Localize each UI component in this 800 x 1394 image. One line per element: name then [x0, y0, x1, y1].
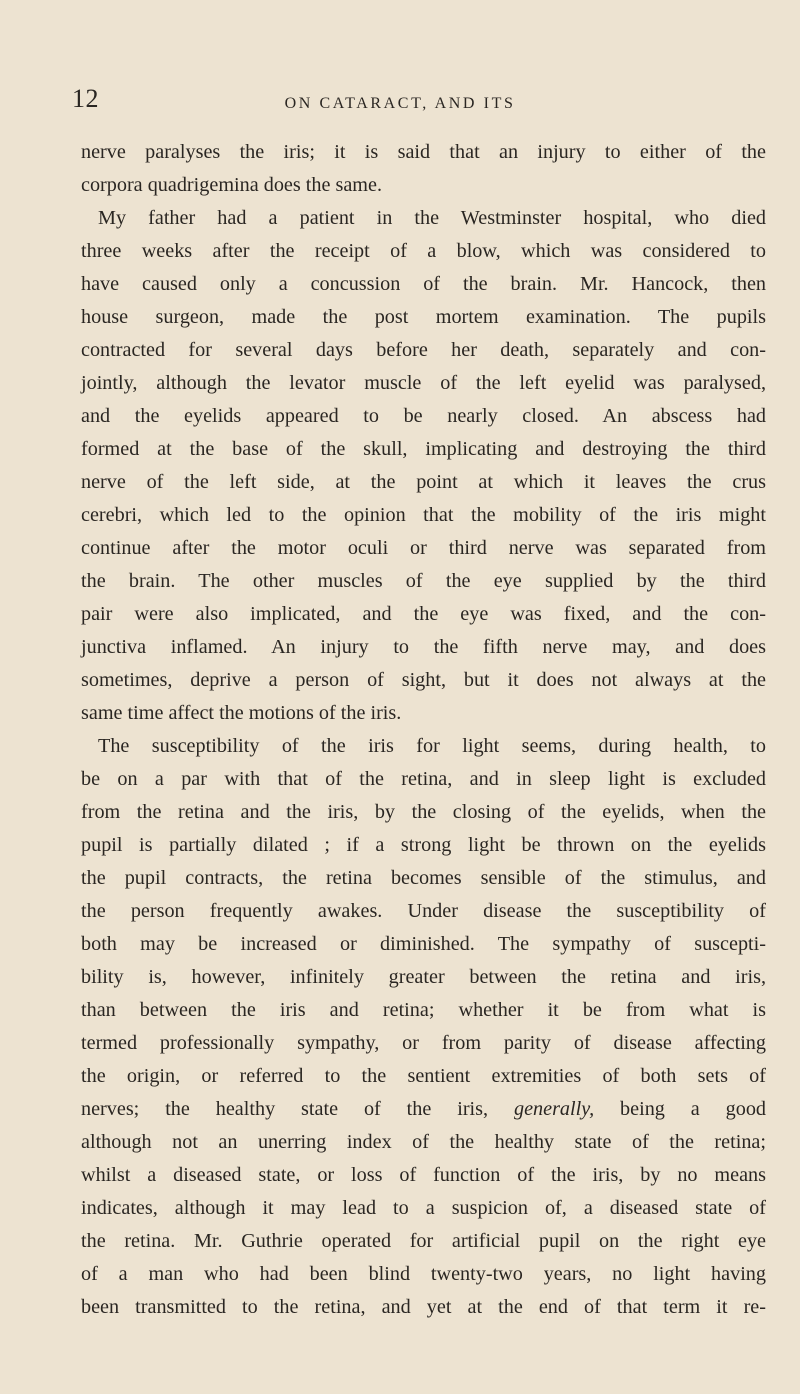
text-line: have caused only a concussion of the brain. Mr. Hancock, then [81, 273, 766, 295]
text-line: termed professionally sympathy, or from parity of disease affecting [81, 1032, 766, 1054]
text-line: than between the iris and retina; whether it be from what is [81, 999, 766, 1021]
emphasized-word: generally, [513, 1098, 595, 1120]
text-line: pupil is partially dilated ; if a strong light be thrown on the eyelids [81, 834, 766, 856]
running-head: ON CATARACT, AND ITS [284, 95, 516, 112]
text-line: whilst a diseased state, or loss of function of the iris, by no means [81, 1164, 766, 1186]
text-line: indicates, although it may lead to a suspicion of, a diseased state of [81, 1197, 766, 1219]
text-line: The susceptibility of the iris for light seems, during health, to [98, 735, 766, 757]
text-line: formed at the base of the skull, implicating and destroying the third [81, 438, 766, 460]
text-line: be on a par with that of the retina, and in sleep light is excluded [81, 768, 766, 790]
text-line: pair were also implicated, and the eye was fixed, and the con- [81, 603, 766, 625]
text-line: contracted for several days before her death, separately and con- [81, 339, 766, 361]
text-line: same time affect the motions of the iris. [81, 702, 402, 724]
text-line: My father had a patient in the Westminster hospital, who died [98, 207, 766, 229]
text-line: both may be increased or diminished. The sympathy of suscepti- [81, 933, 766, 955]
page-number: 12 [72, 84, 99, 113]
text-line: the pupil contracts, the retina becomes sensible of the stimulus, and [81, 867, 766, 889]
text-line: nerve paralyses the iris; it is said that an injury to either of the [81, 141, 766, 163]
text-line: the brain. The other muscles of the eye supplied by the third [81, 570, 766, 592]
text-line: the origin, or referred to the sentient extremities of both sets of [81, 1065, 766, 1087]
text-line: the person frequently awakes. Under disease the susceptibility of [81, 900, 766, 922]
text-line: three weeks after the receipt of a blow, which was considered to [81, 240, 766, 262]
text-line: jointly, although the levator muscle of the left eyelid was paralysed, [81, 372, 766, 394]
text-line: from the retina and the iris, by the closing of the eyelids, when the [81, 801, 766, 823]
text-line [81, 1096, 766, 1122]
text-line: bility is, however, infinitely greater between the retina and iris, [81, 966, 766, 988]
text-line-part: nerves; the healthy state of the iris, [81, 1098, 489, 1120]
text-line: been transmitted to the retina, and yet at the end of that term it re- [81, 1296, 766, 1318]
text-line: corpora quadrigemina does the same. [81, 174, 383, 196]
text-line-part: being a good [620, 1098, 767, 1120]
text-line: cerebri, which led to the opinion that the mobility of the iris might [81, 504, 766, 526]
text-line: continue after the motor oculi or third nerve was separated from [81, 537, 766, 559]
text-line: house surgeon, made the post mortem examination. The pupils [81, 306, 766, 328]
text-line: nerve of the left side, at the point at which it leaves the crus [81, 471, 766, 493]
text-line: the retina. Mr. Guthrie operated for artificial pupil on the right eye [81, 1230, 766, 1252]
text-line: and the eyelids appeared to be nearly closed. An abscess had [81, 405, 766, 427]
text-line: sometimes, deprive a person of sight, but it does not always at the [81, 669, 766, 691]
text-line: junctiva inflamed. An injury to the fifth nerve may, and does [81, 636, 766, 658]
text-line: of a man who had been blind twenty-two years, no light having [81, 1263, 766, 1285]
text-line: although not an unerring index of the healthy state of the retina; [81, 1131, 766, 1153]
